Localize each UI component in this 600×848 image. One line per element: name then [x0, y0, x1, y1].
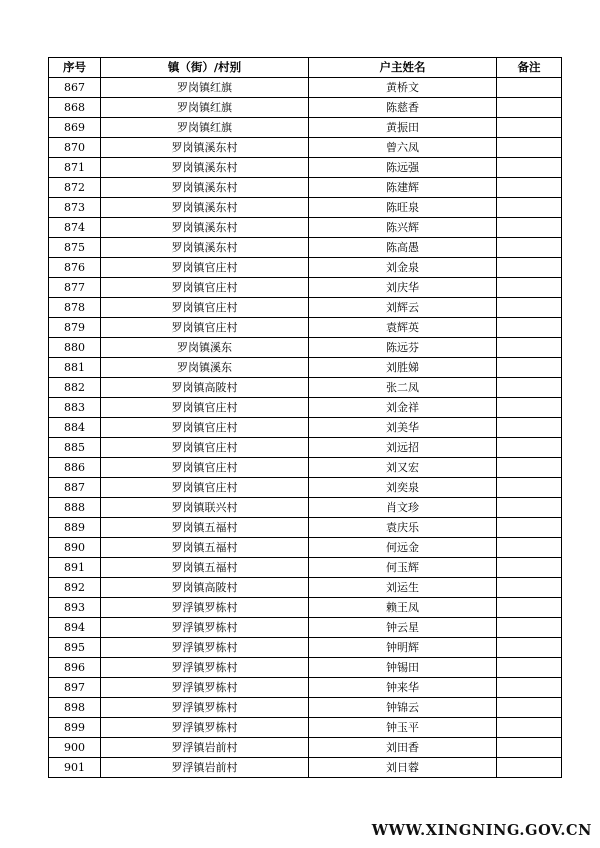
householder-name-cell: 何玉辉 — [309, 558, 497, 578]
town-village-cell: 罗岗镇溪东村 — [101, 158, 309, 178]
remarks-cell — [497, 138, 562, 158]
householder-name-cell: 刘运生 — [309, 578, 497, 598]
table-row — [49, 578, 562, 598]
town-village-cell: 罗岗镇官庄村 — [101, 258, 309, 278]
serial-number-cell: 899 — [49, 718, 101, 738]
town-village-cell: 罗岗镇联兴村 — [101, 498, 309, 518]
householder-name-cell: 钟来华 — [309, 678, 497, 698]
remarks-cell — [497, 658, 562, 678]
serial-number-cell: 886 — [49, 458, 101, 478]
remarks-cell — [497, 638, 562, 658]
householder-name-cell: 肖文珍 — [309, 498, 497, 518]
table-row — [49, 338, 562, 358]
town-village-cell: 罗浮镇罗栋村 — [101, 678, 309, 698]
householder-name-cell: 刘奕泉 — [309, 478, 497, 498]
town-village-cell: 罗岗镇官庄村 — [101, 398, 309, 418]
town-village-cell: 罗岗镇红旗 — [101, 118, 309, 138]
table-row — [49, 258, 562, 278]
remarks-cell — [497, 98, 562, 118]
remarks-cell — [497, 158, 562, 178]
serial-number-cell: 885 — [49, 438, 101, 458]
table-row — [49, 758, 562, 778]
remarks-cell — [497, 498, 562, 518]
table-row — [49, 358, 562, 378]
table-row — [49, 178, 562, 198]
householder-name-cell: 刘又宏 — [309, 458, 497, 478]
remarks-cell — [497, 378, 562, 398]
town-village-cell: 罗浮镇罗栋村 — [101, 618, 309, 638]
town-village-cell: 罗岗镇高陂村 — [101, 578, 309, 598]
householder-name-cell: 钟锡田 — [309, 658, 497, 678]
table-row — [49, 738, 562, 758]
serial-number-cell: 887 — [49, 478, 101, 498]
householder-name-cell: 黄桥文 — [309, 78, 497, 98]
remarks-cell — [497, 258, 562, 278]
serial-number-cell: 875 — [49, 238, 101, 258]
table-row — [49, 618, 562, 638]
table-row — [49, 158, 562, 178]
town-village-cell: 罗岗镇溪东村 — [101, 218, 309, 238]
householder-name-cell: 刘金泉 — [309, 258, 497, 278]
householder-name-cell: 刘日蓉 — [309, 758, 497, 778]
householder-name-cell: 刘金祥 — [309, 398, 497, 418]
town-village-cell: 罗岗镇溪东村 — [101, 138, 309, 158]
table-row — [49, 78, 562, 98]
remarks-cell — [497, 618, 562, 638]
town-village-cell: 罗岗镇官庄村 — [101, 298, 309, 318]
town-village-cell: 罗岗镇五福村 — [101, 518, 309, 538]
serial-number-cell: 872 — [49, 178, 101, 198]
householder-name-cell: 陈慈香 — [309, 98, 497, 118]
town-village-cell: 罗岗镇官庄村 — [101, 438, 309, 458]
serial-number-cell: 893 — [49, 598, 101, 618]
town-village-cell: 罗岗镇溪东村 — [101, 178, 309, 198]
remarks-cell — [497, 418, 562, 438]
serial-number-cell: 892 — [49, 578, 101, 598]
householder-name-cell: 刘胜娣 — [309, 358, 497, 378]
householder-name-cell: 陈建辉 — [309, 178, 497, 198]
serial-number-cell: 868 — [49, 98, 101, 118]
serial-number-cell: 873 — [49, 198, 101, 218]
remarks-cell — [497, 398, 562, 418]
table-row — [49, 438, 562, 458]
table-row — [49, 498, 562, 518]
householder-name-cell: 钟玉平 — [309, 718, 497, 738]
table-row — [49, 638, 562, 658]
remarks-cell — [497, 438, 562, 458]
remarks-cell — [497, 478, 562, 498]
town-village-cell: 罗岗镇五福村 — [101, 538, 309, 558]
serial-number-cell: 876 — [49, 258, 101, 278]
table-row — [49, 718, 562, 738]
householder-name-cell: 陈旺泉 — [309, 198, 497, 218]
householder-name-cell: 陈远芬 — [309, 338, 497, 358]
householder-name-cell: 袁辉英 — [309, 318, 497, 338]
table-header-row — [49, 58, 562, 78]
table-row — [49, 478, 562, 498]
remarks-cell — [497, 578, 562, 598]
town-village-cell: 罗浮镇岩前村 — [101, 758, 309, 778]
householder-name-cell: 钟云星 — [309, 618, 497, 638]
table-row — [49, 198, 562, 218]
site-watermark: WWW.XINGNING.GOV.CN — [371, 822, 592, 839]
remarks-cell — [497, 598, 562, 618]
remarks-cell — [497, 178, 562, 198]
householder-name-cell: 黄振田 — [309, 118, 497, 138]
table-body — [49, 78, 562, 778]
remarks-cell — [497, 738, 562, 758]
header-town-village: 镇（街）/村别 — [101, 58, 309, 78]
town-village-cell: 罗岗镇溪东 — [101, 358, 309, 378]
serial-number-cell: 878 — [49, 298, 101, 318]
household-table — [48, 57, 562, 778]
remarks-cell — [497, 758, 562, 778]
householder-name-cell: 陈远强 — [309, 158, 497, 178]
householder-name-cell: 陈兴辉 — [309, 218, 497, 238]
town-village-cell: 罗岗镇官庄村 — [101, 418, 309, 438]
town-village-cell: 罗岗镇高陂村 — [101, 378, 309, 398]
town-village-cell: 罗岗镇五福村 — [101, 558, 309, 578]
table-row — [49, 98, 562, 118]
serial-number-cell: 888 — [49, 498, 101, 518]
town-village-cell: 罗浮镇罗栋村 — [101, 698, 309, 718]
remarks-cell — [497, 118, 562, 138]
serial-number-cell: 877 — [49, 278, 101, 298]
town-village-cell: 罗岗镇官庄村 — [101, 278, 309, 298]
town-village-cell: 罗浮镇罗栋村 — [101, 638, 309, 658]
town-village-cell: 罗岗镇官庄村 — [101, 478, 309, 498]
serial-number-cell: 890 — [49, 538, 101, 558]
town-village-cell: 罗浮镇罗栋村 — [101, 658, 309, 678]
householder-name-cell: 钟明辉 — [309, 638, 497, 658]
remarks-cell — [497, 538, 562, 558]
serial-number-cell: 871 — [49, 158, 101, 178]
serial-number-cell: 900 — [49, 738, 101, 758]
remarks-cell — [497, 238, 562, 258]
householder-name-cell: 刘远招 — [309, 438, 497, 458]
serial-number-cell: 874 — [49, 218, 101, 238]
householder-name-cell: 刘田香 — [309, 738, 497, 758]
town-village-cell: 罗岗镇官庄村 — [101, 458, 309, 478]
table-row — [49, 558, 562, 578]
remarks-cell — [497, 298, 562, 318]
town-village-cell: 罗浮镇罗栋村 — [101, 598, 309, 618]
header-remarks: 备注 — [497, 58, 562, 78]
remarks-cell — [497, 458, 562, 478]
serial-number-cell: 882 — [49, 378, 101, 398]
table-row — [49, 318, 562, 338]
serial-number-cell: 889 — [49, 518, 101, 538]
serial-number-cell: 867 — [49, 78, 101, 98]
table-row — [49, 678, 562, 698]
householder-name-cell: 刘美华 — [309, 418, 497, 438]
table-row — [49, 378, 562, 398]
table-row — [49, 458, 562, 478]
serial-number-cell: 896 — [49, 658, 101, 678]
serial-number-cell: 880 — [49, 338, 101, 358]
serial-number-cell: 895 — [49, 638, 101, 658]
remarks-cell — [497, 318, 562, 338]
town-village-cell: 罗岗镇红旗 — [101, 78, 309, 98]
serial-number-cell: 870 — [49, 138, 101, 158]
table-row — [49, 238, 562, 258]
table-row — [49, 278, 562, 298]
town-village-cell: 罗浮镇罗栋村 — [101, 718, 309, 738]
table-row — [49, 418, 562, 438]
serial-number-cell: 891 — [49, 558, 101, 578]
remarks-cell — [497, 358, 562, 378]
town-village-cell: 罗浮镇岩前村 — [101, 738, 309, 758]
serial-number-cell: 884 — [49, 418, 101, 438]
header-householder-name: 户主姓名 — [309, 58, 497, 78]
serial-number-cell: 897 — [49, 678, 101, 698]
remarks-cell — [497, 518, 562, 538]
remarks-cell — [497, 698, 562, 718]
table-row — [49, 298, 562, 318]
remarks-cell — [497, 678, 562, 698]
table-row — [49, 658, 562, 678]
remarks-cell — [497, 78, 562, 98]
serial-number-cell: 883 — [49, 398, 101, 418]
remarks-cell — [497, 338, 562, 358]
remarks-cell — [497, 218, 562, 238]
householder-name-cell: 刘庆华 — [309, 278, 497, 298]
table-row — [49, 538, 562, 558]
table-row — [49, 518, 562, 538]
householder-name-cell: 袁庆乐 — [309, 518, 497, 538]
remarks-cell — [497, 278, 562, 298]
householder-name-cell: 何远金 — [309, 538, 497, 558]
serial-number-cell: 869 — [49, 118, 101, 138]
town-village-cell: 罗岗镇红旗 — [101, 98, 309, 118]
table-row — [49, 598, 562, 618]
serial-number-cell: 898 — [49, 698, 101, 718]
table-row — [49, 398, 562, 418]
town-village-cell: 罗岗镇溪东村 — [101, 238, 309, 258]
table-row — [49, 218, 562, 238]
town-village-cell: 罗岗镇溪东村 — [101, 198, 309, 218]
householder-name-cell: 曾六凤 — [309, 138, 497, 158]
header-serial-number: 序号 — [49, 58, 101, 78]
town-village-cell: 罗岗镇官庄村 — [101, 318, 309, 338]
householder-name-cell: 赖王凤 — [309, 598, 497, 618]
householder-name-cell: 张二凤 — [309, 378, 497, 398]
table-row — [49, 698, 562, 718]
householder-name-cell: 刘辉云 — [309, 298, 497, 318]
remarks-cell — [497, 558, 562, 578]
serial-number-cell: 879 — [49, 318, 101, 338]
householder-name-cell: 陈高愚 — [309, 238, 497, 258]
serial-number-cell: 881 — [49, 358, 101, 378]
householder-name-cell: 钟锦云 — [309, 698, 497, 718]
remarks-cell — [497, 718, 562, 738]
town-village-cell: 罗岗镇溪东 — [101, 338, 309, 358]
serial-number-cell: 894 — [49, 618, 101, 638]
serial-number-cell: 901 — [49, 758, 101, 778]
table-row — [49, 138, 562, 158]
remarks-cell — [497, 198, 562, 218]
table-row — [49, 118, 562, 138]
